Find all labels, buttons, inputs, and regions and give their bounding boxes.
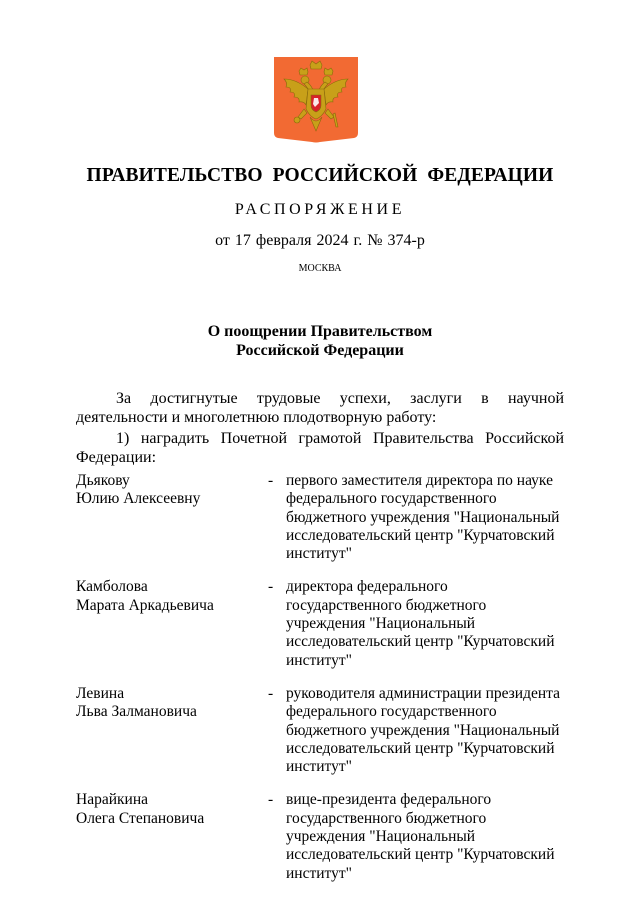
awardee-surname: Камболова — [76, 578, 148, 596]
russian-coat-of-arms-icon — [274, 57, 358, 143]
awardee-name — [76, 791, 268, 882]
awardee-surname: Левина — [76, 684, 125, 702]
awardee-dash: - — [268, 791, 274, 809]
awardee-given-name: Марата Аркадьевича — [76, 596, 214, 614]
awardee-name — [76, 685, 268, 776]
body-paragraph-1: За достигнутые трудовые успехи, заслуги в научной деятельности и многолетнюю плодотворную работу: — [76, 390, 564, 426]
document-subject — [0, 322, 640, 360]
awardees-list — [76, 472, 566, 898]
subject-line-2: Российской Федерации — [236, 342, 404, 359]
government-title: ПРАВИТЕЛЬСТВО РОССИЙСКОЙ ФЕДЕРАЦИИ — [86, 165, 554, 186]
awardee-position: директора федерального государственного бюджетного учреждения "Национальный исследовательский центр "Курчатовский институт" — [286, 578, 555, 669]
awardee-row — [76, 472, 566, 563]
awardee-name — [76, 578, 268, 669]
document-date-number: от 17 февраля 2024 г. № 374-р — [215, 232, 425, 249]
document-type: РАСПОРЯЖЕНИЕ — [234, 201, 406, 218]
awardee-surname: Дьякову — [76, 472, 130, 489]
body-paragraph-2: 1) наградить Почетной грамотой Правительства Российской Федерации: — [76, 430, 564, 466]
awardee-position: первого заместителя директора по науке федерального государственного бюджетного учреждения "Национальный исследовательский центр "Курчатовский институт" — [286, 472, 560, 563]
awardee-surname: Нарайкина — [76, 791, 148, 809]
awardee-position: руководителя администрации президента федерального государственного бюджетного учреждения "Национальный исследовательский центр "Курчатовский институт" — [286, 684, 561, 776]
awardee-dash: - — [268, 578, 274, 596]
awardee-given-name: Олега Степановича — [76, 809, 205, 827]
awardee-position: вице-президента федерального государственного бюджетного учреждения "Национальный исследовательский центр "Курчатовский институт" — [286, 791, 555, 882]
awardee-dash: - — [268, 472, 274, 489]
awardee-name — [76, 472, 268, 563]
awardee-dash: - — [268, 684, 274, 702]
awardee-row — [76, 685, 566, 776]
awardee-row — [76, 578, 566, 669]
awardee-row — [76, 791, 566, 882]
subject-line-1: О поощрении Правительством — [207, 323, 433, 340]
awardee-given-name: Юлию Алексеевну — [76, 490, 201, 508]
awardee-given-name: Льва Залмановича — [76, 703, 197, 721]
document-city: МОСКВА — [298, 263, 342, 274]
